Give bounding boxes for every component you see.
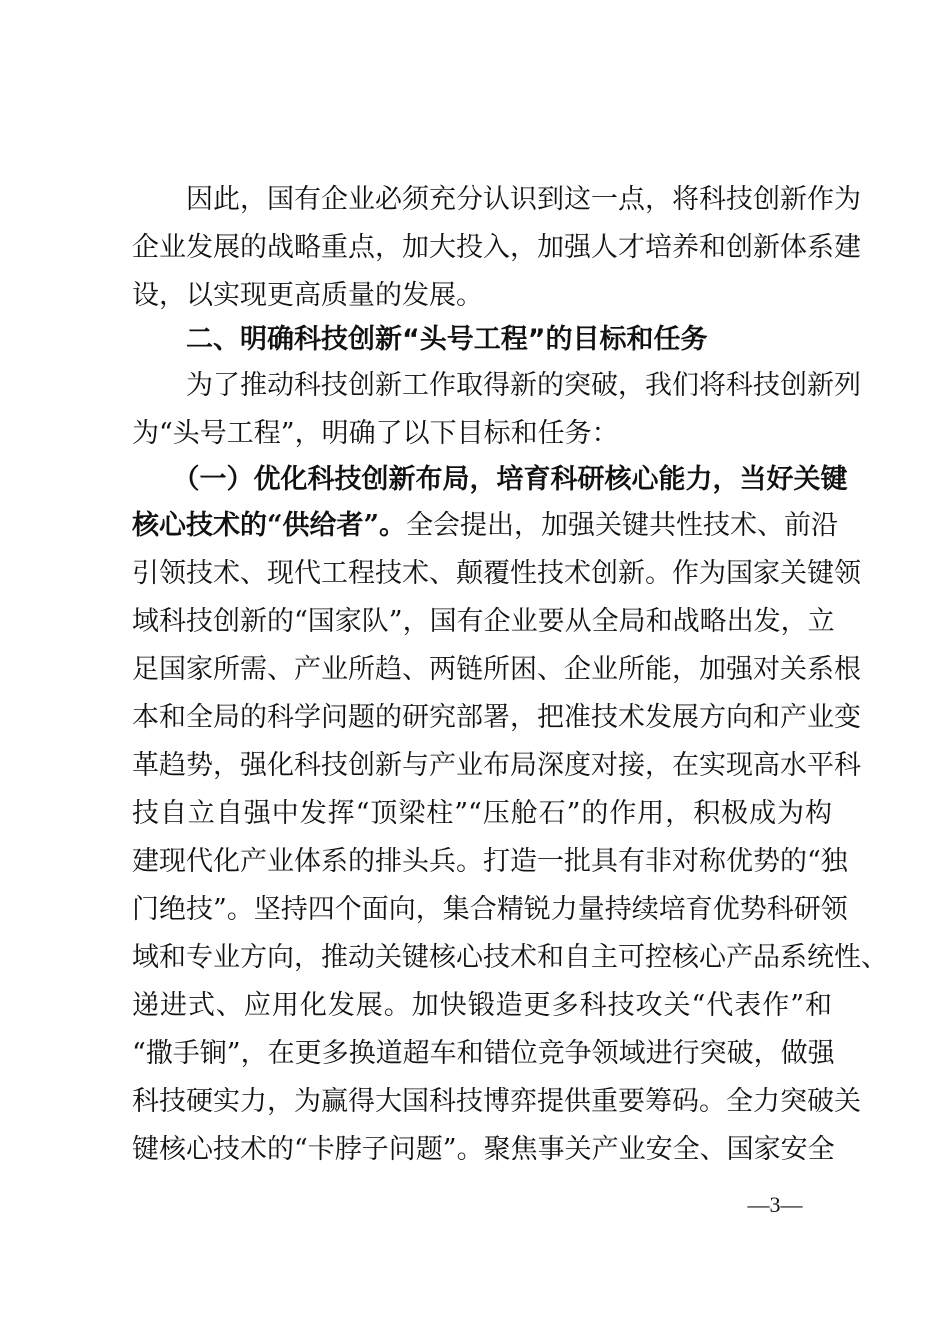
paragraph-line: “撒手锏”，在更多换道超车和错位竞争领域进行突破，做强 xyxy=(132,1038,835,1069)
paragraph-line: 革趋势，强化科技创新与产业布局深度对接，在实现高水平科 xyxy=(132,750,861,781)
paragraph-line: 足国家所需、产业所趋、两链所困、企业所能，加强对关系根 xyxy=(132,654,861,685)
subsection-heading-tail: 核心技术的“供给者”。 xyxy=(132,510,407,541)
paragraph-line: 门绝技”。坚持四个面向，集合精锐力量持续培育优势科研领 xyxy=(132,894,848,925)
paragraph-text: 全会提出，加强关键共性技术、前沿 xyxy=(406,510,839,541)
paragraph-line: 键核心技术的“卡脖子问题”。聚焦事关产业安全、国家安全 xyxy=(132,1134,835,1165)
paragraph-line: 为“头号工程”，明确了以下目标和任务： xyxy=(132,418,619,449)
paragraph-line: 域和专业方向，推动关键核心技术和自主可控核心产品系统性、 xyxy=(132,942,888,973)
paragraph-line: 科技硬实力，为赢得大国科技博弈提供重要筹码。全力突破关 xyxy=(132,1086,861,1117)
paragraph-line: 本和全局的科学问题的研究部署，把准技术发展方向和产业变 xyxy=(132,702,861,733)
paragraph-line: 递进式、应用化发展。加快锻造更多科技攻关“代表作”和 xyxy=(132,990,832,1021)
paragraph-line: 建现代化产业体系的排头兵。打造一批具有非对称优势的“独 xyxy=(132,846,848,877)
paragraph-line: 引领技术、现代工程技术、颠覆性技术创新。作为国家关键领 xyxy=(132,558,861,589)
paragraph-line: 为了推动科技创新工作取得新的突破，我们将科技创新列 xyxy=(132,370,861,401)
paragraph-line: 域科技创新的“国家队”，国有企业要从全局和战略出发，立 xyxy=(132,606,835,637)
paragraph-line: 企业发展的战略重点，加大投入，加强人才培养和创新体系建 xyxy=(132,232,861,263)
paragraph-line: 技自立自强中发挥“顶梁柱”“压舱石”的作用，积极成为构 xyxy=(132,798,832,829)
mixed-line xyxy=(132,502,839,550)
section-heading: 二、明确科技创新“头号工程”的目标和任务 xyxy=(132,324,708,355)
paragraph-line: 因此，国有企业必须充分认识到这一点，将科技创新作为 xyxy=(132,184,861,215)
paragraph-line: 设，以实现更高质量的发展。 xyxy=(132,280,483,311)
subsection-heading-line: （一）优化科技创新布局，培育科研核心能力，当好关键 xyxy=(132,464,848,495)
page-number: —3— xyxy=(747,1192,803,1217)
